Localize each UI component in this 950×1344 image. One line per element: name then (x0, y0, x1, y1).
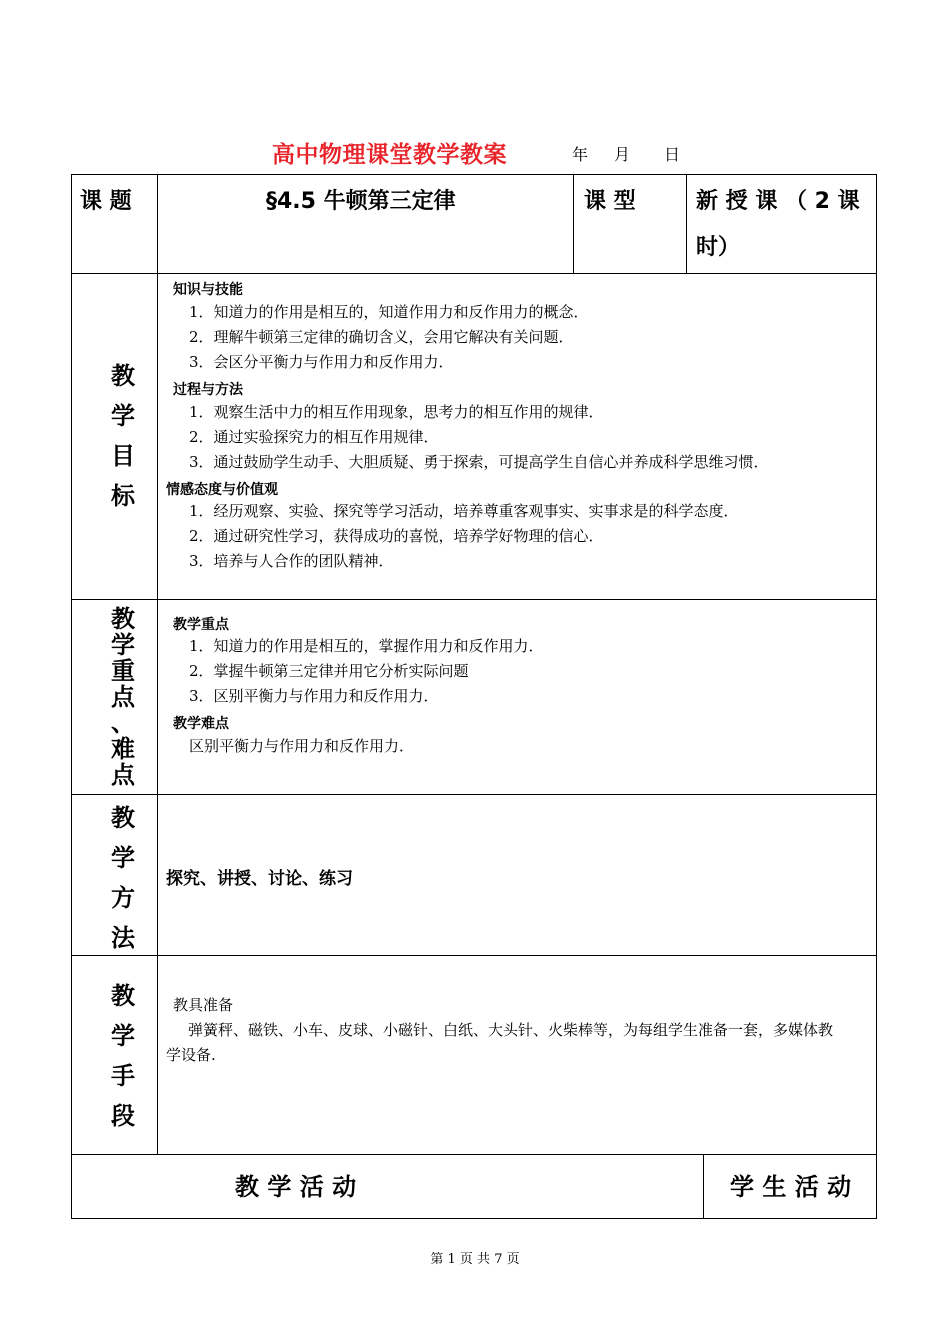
label-char: 目 (111, 442, 135, 470)
objective-item: 1．知道力的作用是相互的，知道作用力和反作用力的概念． (189, 303, 589, 321)
column-divider (686, 174, 687, 274)
keypoint-item: 1．知道力的作用是相互的，掌握作用力和反作用力． (189, 637, 544, 655)
row-divider (71, 273, 877, 274)
lesson-type-line2: 时） (696, 235, 741, 260)
keypoint-item: 2．掌握牛顿第三定律并用它分析实际问题 (189, 662, 469, 680)
label-char: 学 (111, 844, 135, 872)
label-char: 学 (111, 1022, 135, 1050)
method-label (108, 798, 138, 958)
label-char: 段 (111, 1102, 135, 1130)
label-char: 方 (111, 884, 135, 912)
lesson-topic: §4.5 牛顿第三定律 (266, 189, 456, 214)
label-char: 点 (111, 761, 135, 789)
label-char: 教 (111, 362, 135, 390)
label-char: 点 (111, 683, 135, 711)
keypoints-label (108, 606, 138, 788)
label-char: 教 (111, 982, 135, 1010)
column-divider (703, 1154, 704, 1219)
section-heading: 教学重点 (173, 617, 229, 633)
objective-item: 2．理解牛顿第三定律的确切含义，会用它解决有关问题． (189, 328, 574, 346)
teacher-activity-header: 教 学 活 动 (235, 1173, 357, 1201)
section-heading: 情感态度与价值观 (166, 482, 278, 498)
date-day: 日 (664, 145, 681, 164)
objectives-label (108, 356, 138, 516)
objective-item: 3．通过鼓励学生动手、大胆质疑、勇于探索，可提高学生自信心并养成科学思维习惯． (189, 453, 769, 471)
keypoint-item: 3．区别平衡力与作用力和反作用力． (189, 687, 439, 705)
student-activity-header: 学 生 活 动 (730, 1173, 852, 1201)
label-char: 、 (111, 709, 135, 737)
page-footer: 第 1 页 共 7 页 (430, 1252, 520, 1267)
method-content: 探究、讲授、讨论、练习 (166, 869, 353, 889)
date-year: 年 (572, 145, 589, 164)
document-title: 高中物理课堂教学教案 (272, 142, 507, 168)
label-char: 教 (111, 605, 135, 633)
objective-item: 3．培养与人合作的团队精神． (189, 552, 394, 570)
table-border-bottom (71, 1218, 877, 1219)
section-heading: 知识与技能 (173, 282, 243, 298)
row-divider (71, 794, 877, 795)
label-char: 教 (111, 804, 135, 832)
label-char: 手 (111, 1062, 135, 1090)
section-heading: 过程与方法 (173, 382, 243, 398)
lesson-type-line1: 新 授 课 （ 2 课 (696, 189, 860, 214)
objective-item: 2．通过研究性学习，获得成功的喜悦，培养学好物理的信心． (189, 527, 604, 545)
objective-item: 1．观察生活中力的相互作用现象，思考力的相互作用的规律． (189, 403, 604, 421)
label-char: 法 (111, 924, 135, 952)
row-divider (71, 955, 877, 956)
objective-item: 1．经历观察、实验、探究等学习活动，培养尊重客观事实、实事求是的科学态度． (189, 502, 739, 520)
table-border-right (876, 174, 877, 1219)
label-char: 重 (111, 657, 135, 685)
date-month: 月 (614, 145, 631, 164)
means-line: 学设备. (166, 1046, 216, 1064)
difficulty-text: 区别平衡力与作用力和反作用力． (189, 737, 415, 755)
table-border-left (71, 174, 72, 1219)
table-border-top (71, 174, 877, 175)
section-heading: 教学难点 (173, 716, 229, 732)
means-heading: 教具准备 (173, 996, 234, 1014)
means-label (108, 976, 138, 1136)
means-line: 弹簧秤、磁铁、小车、皮球、小磁针、白纸、大头针、火柴棒等，为每组学生准备一套，多媒体教 (188, 1021, 834, 1039)
title-row (0, 136, 950, 172)
column-divider (157, 174, 158, 1155)
row-divider (71, 1154, 877, 1155)
row-divider (71, 599, 877, 600)
objective-item: 2．通过实验探究力的相互作用规律． (189, 428, 439, 446)
label-lesson-type: 课 型 (584, 189, 636, 214)
label-char: 学 (111, 631, 135, 659)
objective-item: 3．会区分平衡力与作用力和反作用力． (189, 353, 454, 371)
label-topic: 课 题 (80, 189, 132, 214)
label-char: 学 (111, 402, 135, 430)
column-divider (573, 174, 574, 274)
label-char: 难 (111, 735, 135, 763)
label-char: 标 (111, 482, 135, 510)
